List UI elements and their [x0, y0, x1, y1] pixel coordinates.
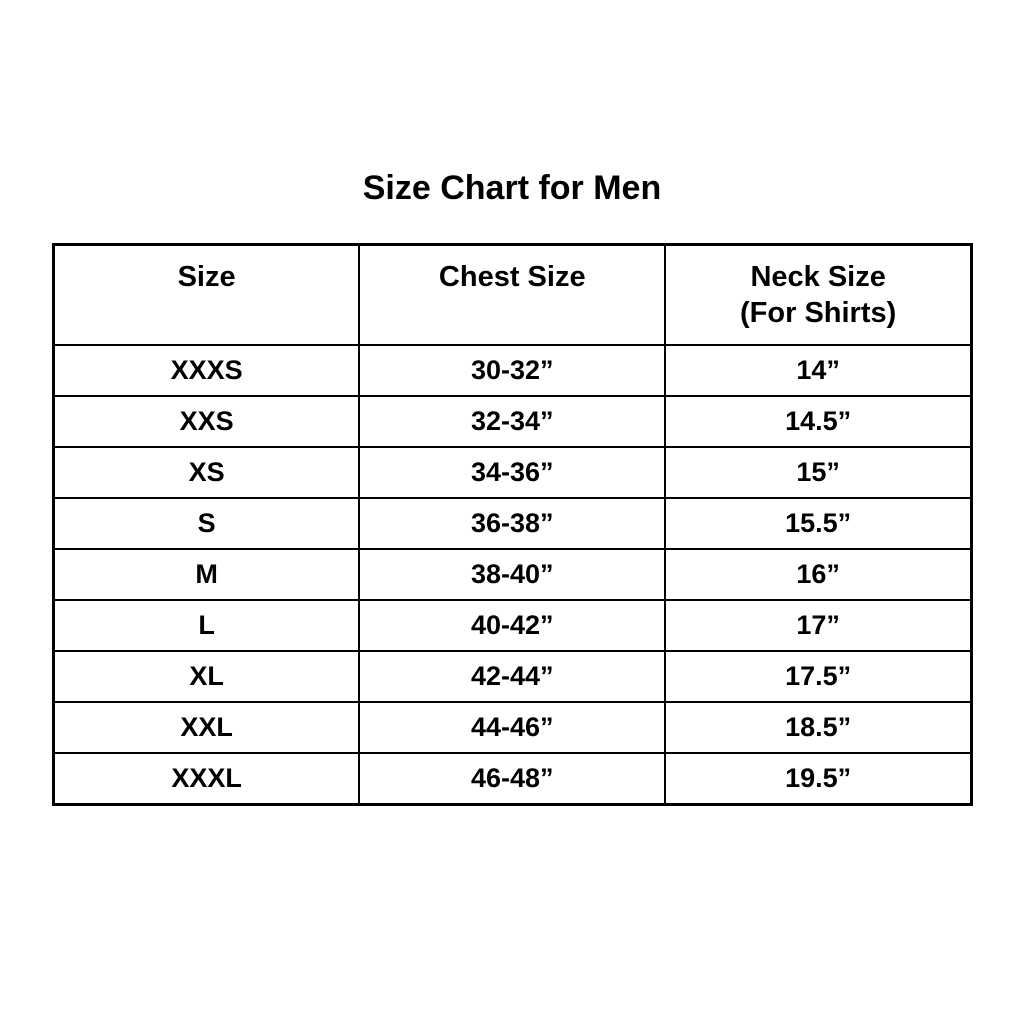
chest-size-cell: 46-48” — [359, 753, 665, 805]
chest-size-cell: 32-34” — [359, 396, 665, 447]
chest-size-cell: 40-42” — [359, 600, 665, 651]
neck-size-cell: 17.5” — [665, 651, 971, 702]
size-cell: XXXS — [54, 345, 360, 396]
chest-size-cell: 38-40” — [359, 549, 665, 600]
neck-size-cell: 17” — [665, 600, 971, 651]
neck-size-cell: 18.5” — [665, 702, 971, 753]
table-body — [54, 345, 972, 805]
size-cell: XXS — [54, 396, 360, 447]
table-row-xxl — [54, 702, 972, 753]
column-header-neck-size — [665, 245, 971, 346]
size-cell: XL — [54, 651, 360, 702]
size-chart-table — [52, 243, 973, 806]
chest-size-cell: 30-32” — [359, 345, 665, 396]
table-row-l — [54, 600, 972, 651]
table-row-xxxs — [54, 345, 972, 396]
chest-size-cell: 42-44” — [359, 651, 665, 702]
table-header-row — [54, 245, 972, 346]
chest-size-cell: 34-36” — [359, 447, 665, 498]
chest-size-cell: 36-38” — [359, 498, 665, 549]
size-cell: S — [54, 498, 360, 549]
chest-size-cell: 44-46” — [359, 702, 665, 753]
table-row-xxxl — [54, 753, 972, 805]
table-row-xl — [54, 651, 972, 702]
neck-size-cell: 14.5” — [665, 396, 971, 447]
table-row-xxs — [54, 396, 972, 447]
table-row-m — [54, 549, 972, 600]
size-cell: L — [54, 600, 360, 651]
neck-size-cell: 15” — [665, 447, 971, 498]
table-row-xs — [54, 447, 972, 498]
column-header-neck-size-line1: Neck Size — [750, 261, 886, 293]
column-header-size — [54, 245, 360, 346]
column-header-chest-size — [359, 245, 665, 346]
table-row-s — [54, 498, 972, 549]
column-header-neck-size-line2: (For Shirts) — [740, 297, 897, 329]
size-cell: XS — [54, 447, 360, 498]
neck-size-cell: 15.5” — [665, 498, 971, 549]
page-title: Size Chart for Men — [362, 169, 662, 207]
size-cell: XXXL — [54, 753, 360, 805]
column-header-size-label: Size — [177, 261, 236, 293]
column-header-chest-size-label: Chest Size — [438, 261, 586, 293]
neck-size-cell: 19.5” — [665, 753, 971, 805]
size-cell: M — [54, 549, 360, 600]
neck-size-cell: 14” — [665, 345, 971, 396]
neck-size-cell: 16” — [665, 549, 971, 600]
size-cell: XXL — [54, 702, 360, 753]
